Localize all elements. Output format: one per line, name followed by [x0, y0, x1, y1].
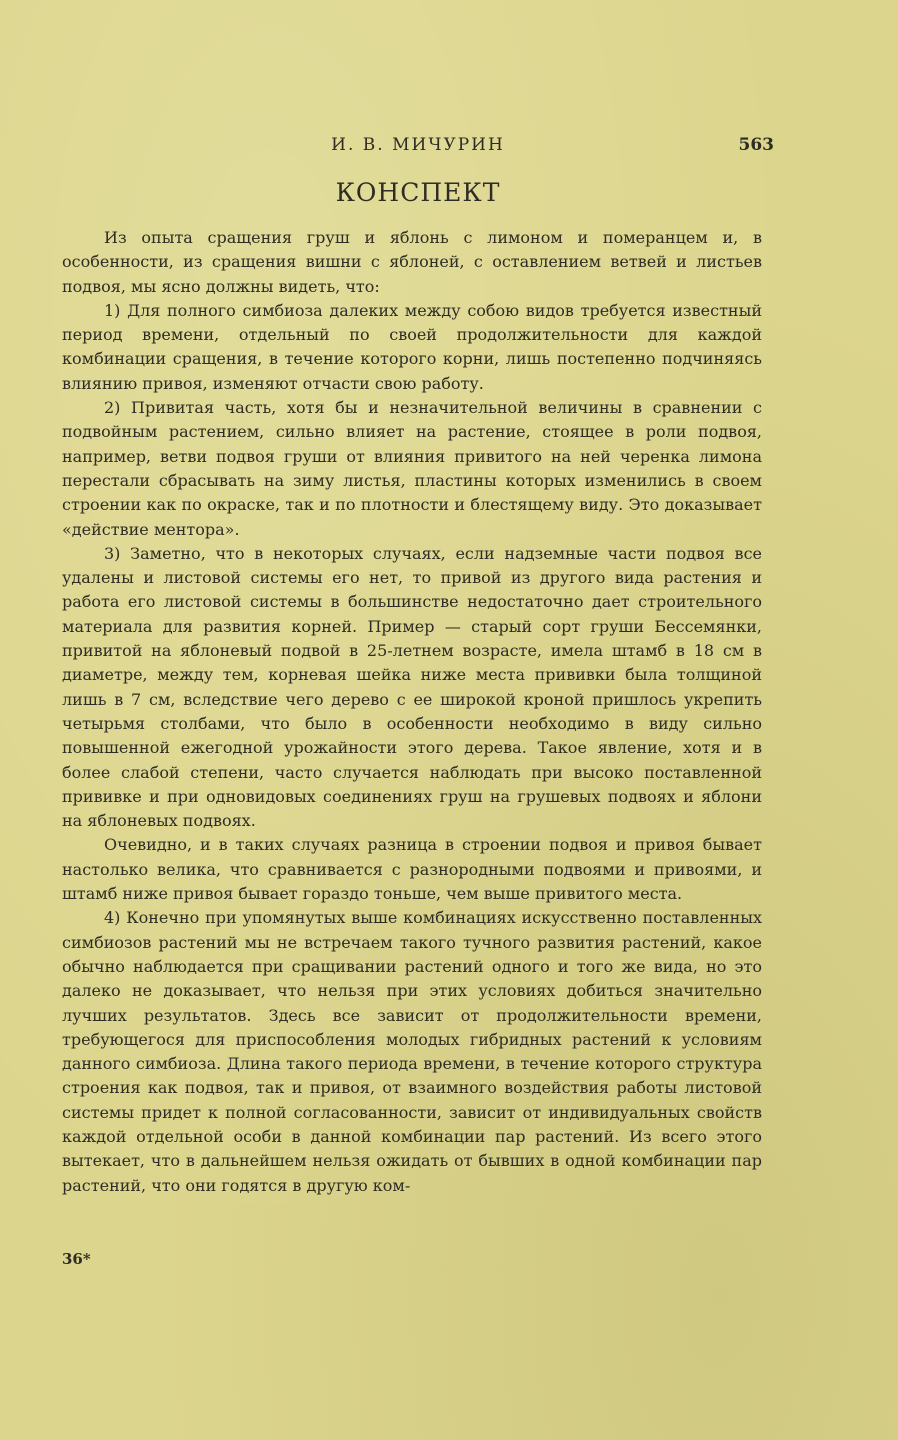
paragraph-point-2: 2) Привитая часть, хотя бы и незначительной величины в сравнении с подвойным растением, сильно влияет на растение, стоящее в роли подвоя, например, ветви подвоя груши от влияния привитого на ней черенка лимона перестали сбрасывать на зиму листья, пластины которых изменились в своем строении как по окраске, так и по плотности и блестящему виду. Это доказывает «действие ментора».: [62, 398, 762, 539]
running-head: [62, 135, 774, 161]
paragraph-point-3: 3) Заметно, что в некоторых случаях, если надземные части подвоя все удалены и листовой системы его нет, то привой из другого вида растения и работа его листовой системы в большинстве недостаточно дает строительного материала для развития корней. Пример — старый сорт груши Бессемянки, привитой на яблоневый подвой в 25-летнем возрасте, имела штамб в 18 см в диаметре, между тем, корневая шейка ниже места прививки была толщиной лишь в 7 см, вследствие чего дерево с ее широкой кроной пришлось укрепить четырьмя столбами, что было в особенности необходимо в виду сильно повышенной ежегодной урожайности этого дерева. Такое явление, хотя и в более слабой степени, часто случается наблюдать при высоко поставленной прививке и при одновидовых соединениях груш на грушевых подвоях и яблони на яблоневых подвоях.: [62, 543, 762, 831]
paragraph-conclusion: Очевидно, и в таких случаях разница в строении подвоя и привоя бывает настолько велика, что сравнивается с разнородными подвоями и привоями, и штамб ниже привоя бывает гораздо тоньше, чем выше привитого места.: [62, 835, 762, 904]
paragraph-point-1: 1) Для полного симбиоза далеких между собою видов требуется известный период времени, отдельный по своей продолжительности для каждой комбинации сращения, в течение которого корни, лишь постепенно подчиняясь влиянию привоя, изменяют отчасти свою работу.: [62, 300, 762, 393]
paragraph-point-4: 4) Конечно при упомянутых выше комбинациях искусственно поставленных симбиозов растений мы не встречаем такого тучного развития растений, какое обычно наблюдается при сращивании растений одного и того же вида, но это далеко не доказывает, что нельзя при этих условиях добиться значительно лучших результатов. Здесь все зависит от продолжительности времени, требующегося для приспособления молодых гибридных растений к условиям данного симбиоза. Длина такого периода времени, в течение которого структура строения как подвоя, так и привоя, от взаимного воздействия работы листовой системы придет к полной согласованности, зависит от индивидуальных свойств каждой отдельной особи в данной комбинации пар растений. Из всего этого вытекает, что в дальнейшем нельзя ожидать от бывших в одной комбинации пар растений, что они годятся в другую ком-: [62, 908, 762, 1195]
page-number: 563: [738, 135, 774, 155]
paragraph-intro: Из опыта сращения груш и яблонь с лимоном и померанцем и, в особенности, из сращения вишни с яблоней, с оставлением ветвей и листьев подвоя, мы ясно должны видеть, что:: [62, 228, 762, 296]
running-title: И. В. МИЧУРИН: [331, 135, 505, 155]
signature-mark: 36*: [62, 1250, 91, 1268]
body-text: [62, 226, 762, 1198]
page-title: КОНСПЕКТ: [335, 178, 501, 207]
